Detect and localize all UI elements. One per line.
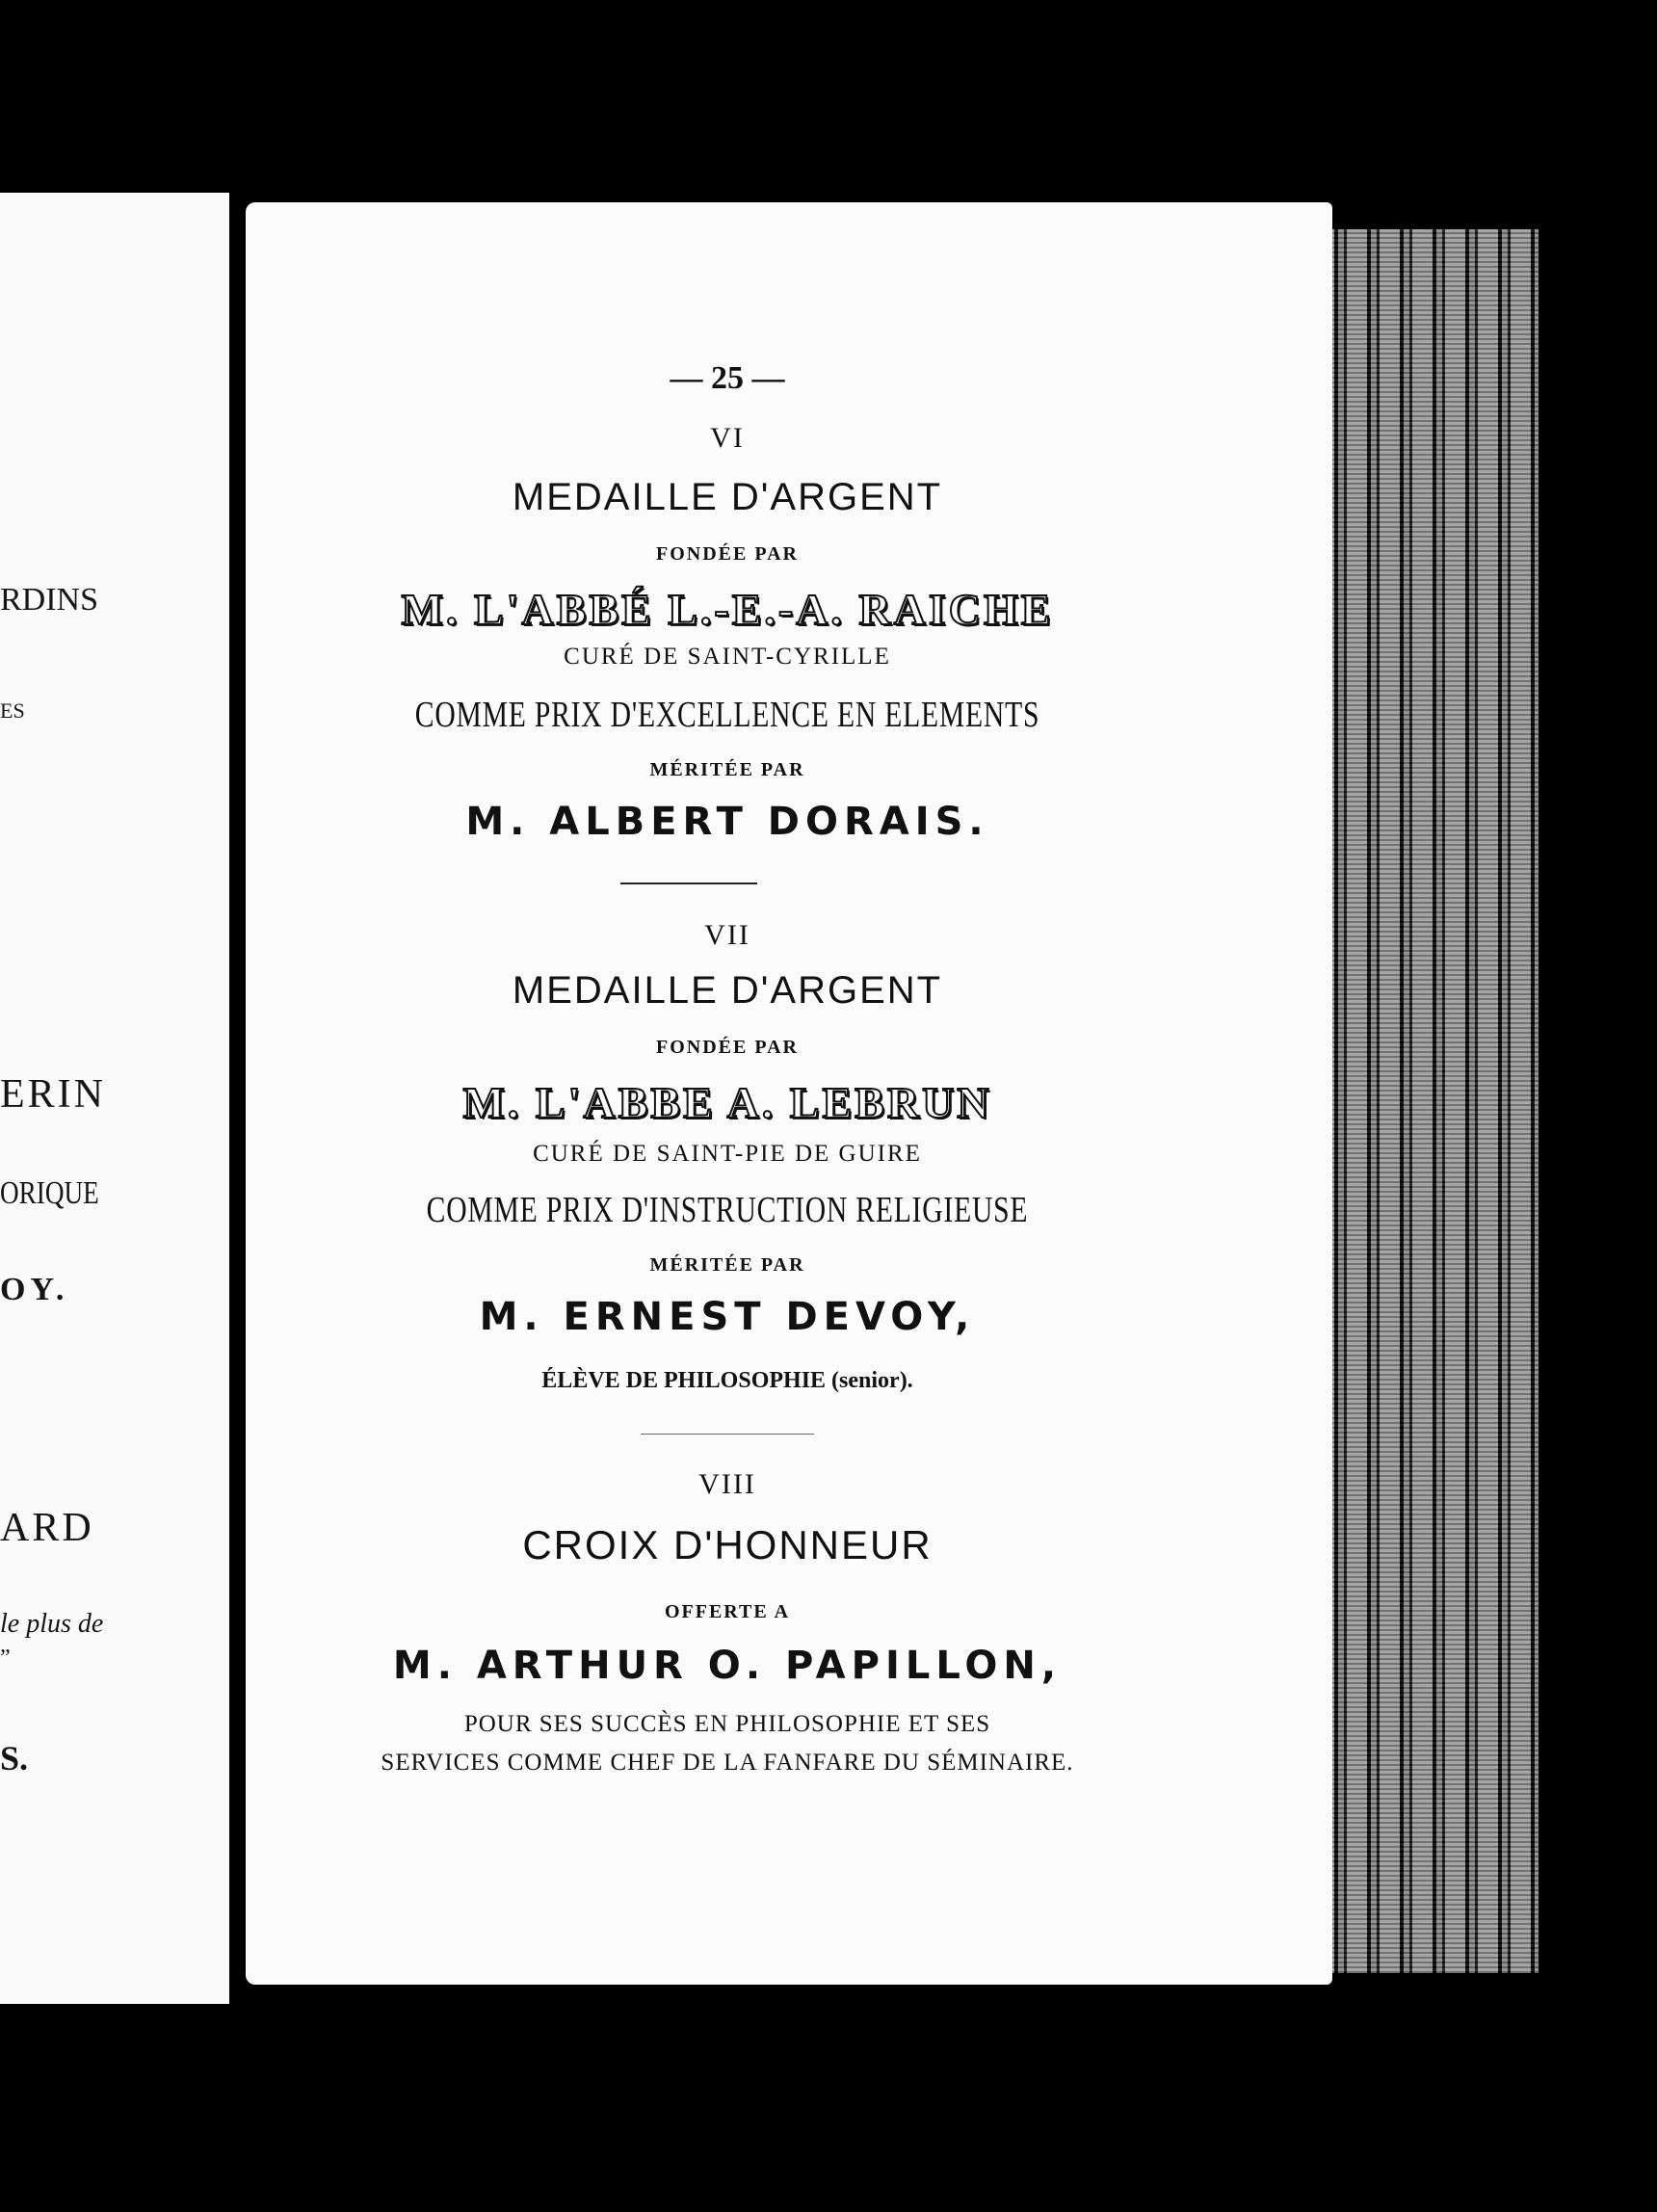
- left-fragment: ERIN: [0, 1072, 106, 1117]
- award-title: CROIX D'HONNEUR: [522, 1522, 933, 1567]
- separator-rule: [641, 1434, 814, 1435]
- founder-title: CURÉ DE SAINT-PIE DE GUIRE: [533, 1141, 922, 1167]
- prize-description: COMME PRIX D'INSTRUCTION RELIGIEUSE: [426, 1190, 1029, 1230]
- prize-description: COMME PRIX D'EXCELLENCE EN ELEMENTS: [414, 695, 1040, 735]
- left-fragment: OY.: [0, 1272, 69, 1307]
- award-reason-line-1: POUR SES SUCCÈS EN PHILOSOPHIE ET SES: [463, 1711, 991, 1737]
- page-number: — 25 —: [670, 360, 785, 396]
- page-edges: [1305, 229, 1539, 1973]
- left-fragment: S.: [0, 1739, 29, 1778]
- merited-label: MÉRITÉE PAR: [649, 1254, 805, 1276]
- merited-label: MÉRITÉE PAR: [649, 759, 805, 780]
- award-title: MEDAILLE D'ARGENT: [512, 476, 943, 518]
- offered-label: OFFERTE A: [664, 1601, 791, 1622]
- winner-name: M. ALBERT DORAIS.: [465, 800, 989, 844]
- left-fragment: ORIQUE: [0, 1175, 99, 1211]
- left-facing-page: [0, 193, 229, 2004]
- separator-rule: [620, 882, 757, 884]
- entry-number: VI: [710, 422, 745, 454]
- award-title: MEDAILLE D'ARGENT: [512, 969, 943, 1012]
- left-fragment: RDINS: [0, 582, 99, 618]
- entry-number: VII: [704, 919, 750, 951]
- founder-name: M. L'ABBÉ L.-E.-A. RAICHE: [401, 585, 1054, 634]
- winner-note: ÉLÈVE DE PHILOSOPHIE (senior).: [541, 1368, 913, 1393]
- founder-title: CURÉ DE SAINT-CYRILLE: [564, 644, 891, 670]
- entry-number: VIII: [698, 1468, 756, 1500]
- left-fragment: ES: [0, 698, 25, 723]
- main-page-text: [246, 0, 1209, 2212]
- award-reason-line-2: SERVICES COMME CHEF DE LA FANFARE DU SÉMINAIRE.: [381, 1750, 1074, 1776]
- left-fragment: ”: [0, 1646, 11, 1671]
- founded-label: FONDÉE PAR: [656, 543, 799, 565]
- founded-label: FONDÉE PAR: [656, 1037, 799, 1058]
- winner-name: M. ERNEST DEVOY,: [479, 1295, 976, 1339]
- left-fragment: le plus de: [0, 1609, 104, 1639]
- founder-name: M. L'ABBE A. LEBRUN: [462, 1078, 992, 1127]
- left-fragment: ARD: [0, 1506, 94, 1550]
- winner-name: M. ARTHUR O. PAPILLON,: [392, 1644, 1063, 1688]
